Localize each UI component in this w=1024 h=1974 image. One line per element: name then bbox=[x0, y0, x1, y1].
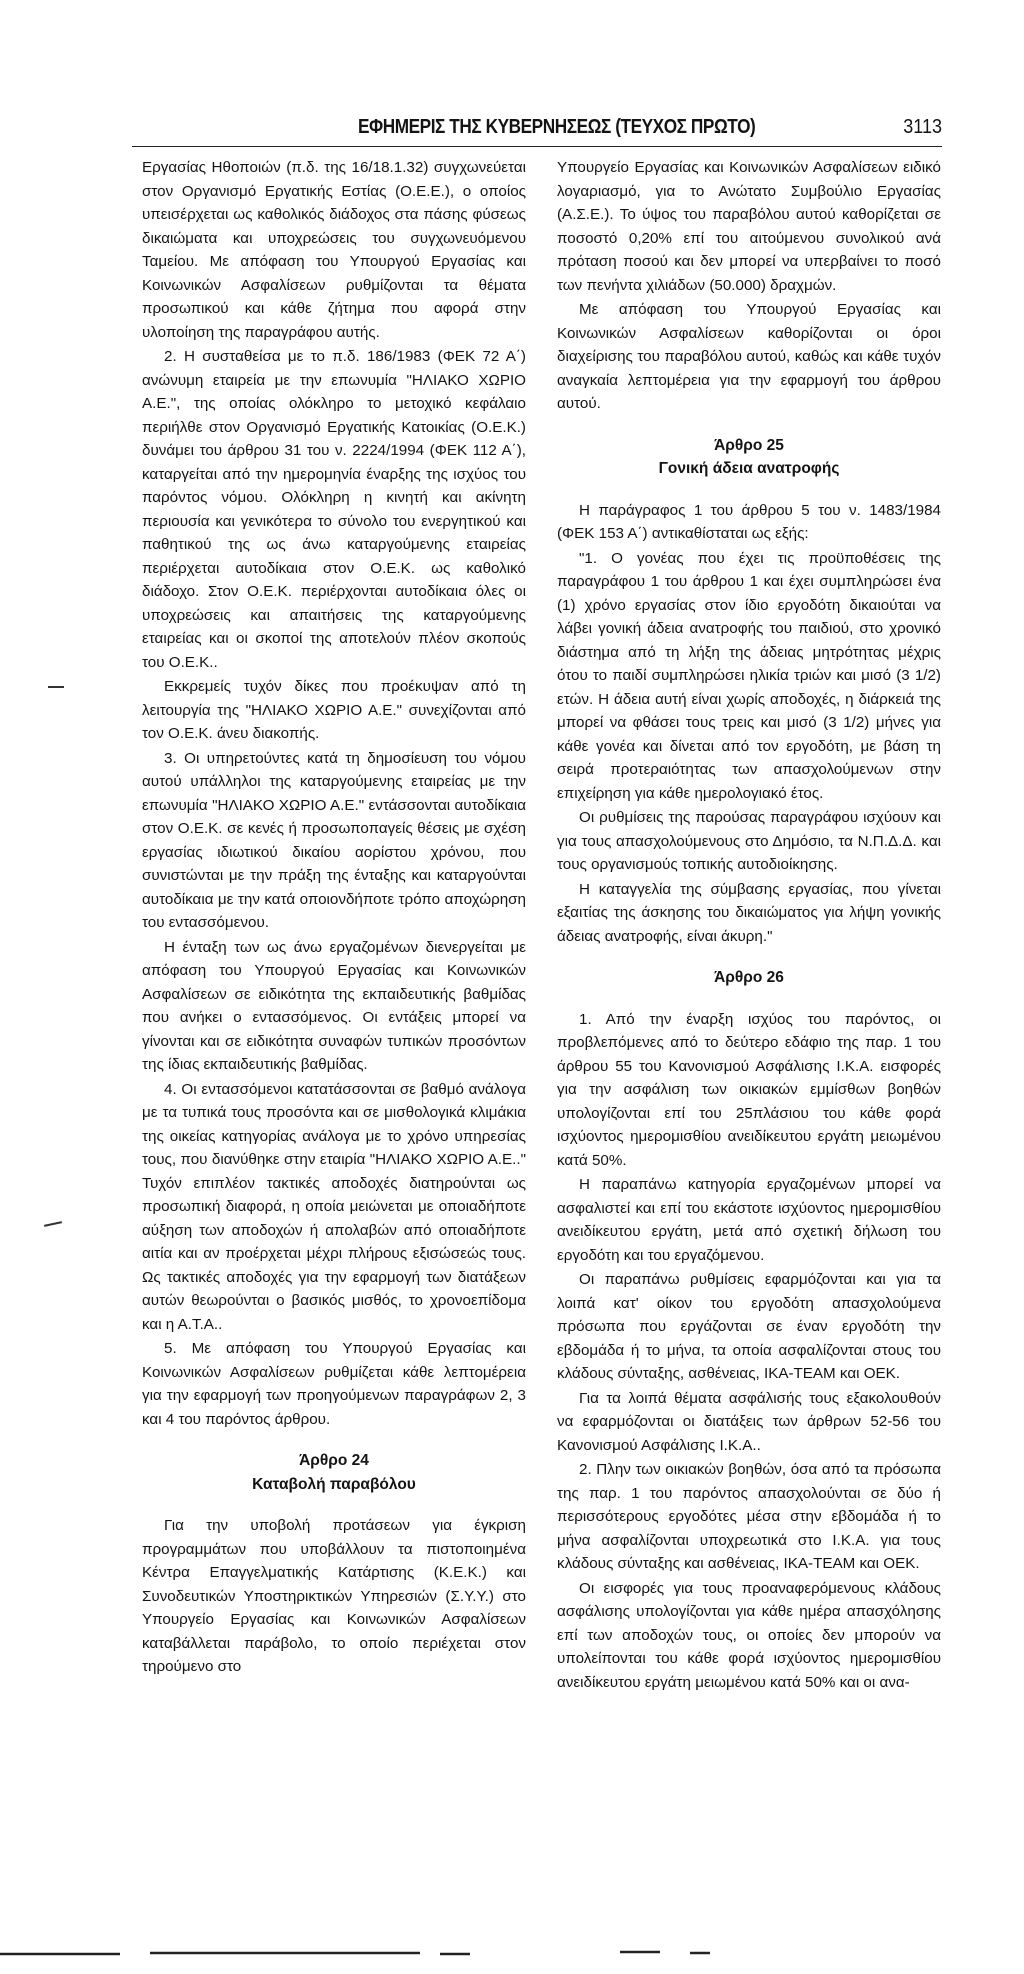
paragraph: Υπουργείο Εργασίας και Κοινωνικών Ασφαλίσεων ειδικό λογαριασμό, για το Ανώτατο Συμβούλιο Εργασίας (Α.Σ.Ε.). Το ύψος του παραβόλου αυτού καθορίζεται σε ποσοστό 0,20% επί του αιτούμενου συνολικού ανά πρόταση ποσού και δεν μπορεί να υπερβαίνει το ποσό των πενήντα χιλιάδων (50.000) δραχμών. bbox=[557, 159, 941, 294]
paragraph: Οι παραπάνω ρυθμίσεις εφαρμόζονται και για τα λοιπά κατ' οίκον του εργοδότη απασχολούμενα πρόσωπα που εργάζονται σε έναν εργοδότη την εβδομάδα ή το μήνα, τα οποία ασφαλίζονται στους του κλάδους σύνταξης, ασθένειας, ΙΚΑ-ΤΕΑΜ και ΟΕΚ. bbox=[557, 1271, 941, 1382]
article-25-heading bbox=[557, 434, 941, 481]
paragraph: "1. Ο γονέας που έχει τις προϋποθέσεις της παραγράφου 1 του άρθρου 1 και έχει συμπληρώσει ένα (1) χρόνο εργασίας στον ίδιο εργοδότη δικαιούται να λάβει γονική άδεια ανατροφής του παιδιού, στο χρονικό διάστημα από τη λήξη της άδειας μητρότητας μέχρις ότου το παιδί συμπληρώσει ηλικία τριών και μισό (3 1/2) ετών. Η άδεια αυτή είναι χωρίς αποδοχές, η διάρκειά της μπορεί να φθάσει τους τρεις και μισό (3 1/2) μήνες για κάθε γονέα και δίνεται από τον εργοδότη, με βάση τη σειρά προτεραιότητας των απασχολούμενων στην επιχείρηση για κάθε ημερολογιακό έτος. bbox=[557, 549, 941, 802]
paragraph: Εκκρεμείς τυχόν δίκες που προέκυψαν από τη λειτουργία της "ΗΛΙΑΚΟ ΧΩΡΙΟ Α.Ε." συνεχίζονται από τον Ο.Ε.Κ. άνευ διακοπής. bbox=[142, 678, 526, 742]
paragraph: Η παραπάνω κατηγορία εργαζομένων μπορεί να ασφαλιστεί και επί του εκάστοτε ισχύοντος ημερομισθίου ανειδίκευτου εργάτη, μετά από σχετική δήλωση του εργοδότη και του εργαζόμενου. bbox=[557, 1176, 941, 1264]
margin-mark bbox=[44, 1221, 62, 1227]
right-column bbox=[557, 156, 941, 1695]
paragraph: 1. Από την έναρξη ισχύος του παρόντος, οι προβλεπόμενες από το δεύτερο εδάφιο της παρ. 1 του άρθρου 55 του Κανονισμού Ασφάλισης Ι.Κ.Α. εισφορές για την ασφάλιση των οικιακών εμμίσθων βοηθών υπολογίζονται επί του 25πλάσιου του κάθε φορά ισχύοντος ημερομισθίου ανειδίκευτου εργάτη μειωμένου κατά 50%. bbox=[557, 1010, 941, 1169]
paragraph: Οι εισφορές για τους προαναφερόμενους κλάδους ασφάλισης υπολογίζονται για κάθε ημέρα απασχόλησης επί των αποδοχών τους, οι οποίες δεν μπορούν να υπολείπονται του κάθε φορά ισχύοντος ημερομισθίου ανειδίκευτου εργάτη μειωμένου κατά 50% και οι ανα- bbox=[557, 1579, 941, 1691]
article-26-heading bbox=[557, 966, 941, 990]
paragraph: Η καταγγελία της σύμβασης εργασίας, που γίνεται εξαιτίας της άσκησης του δικαιώματος για λήψη γονικής άδειας ανατροφής, είναι άκυρη." bbox=[557, 880, 941, 945]
paragraph: 3. Οι υπηρετούντες κατά τη δημοσίευση του νόμου αυτού υπάλληλοι της καταργούμενης εταιρείας με την επωνυμία "ΗΛΙΑΚΟ ΧΩΡΙΟ Α.Ε." εντάσσονται αυτοδίκαια στον Ο.Ε.Κ. σε κενές ή προσωποπαγείς θέσεις με σχέση εργασίας ιδιωτικού δικαίου αορίστου χρόνου, που συνιστώνται με την πράξη της ένταξης και καταργούνται αυτοδίκαια με την κατά οποιονδήποτε τρόπο αποχώρηση του εντασσόμενου. bbox=[142, 749, 526, 931]
page-number: 3113 bbox=[903, 116, 942, 138]
header-title: ΕΦΗΜΕΡΙΣ ΤΗΣ ΚΥΒΕΡΝΗΣΕΩΣ (ΤΕΥΧΟΣ ΠΡΩΤΟ) bbox=[358, 116, 756, 138]
paragraph: Με απόφαση του Υπουργού Εργασίας και Κοινωνικών Ασφαλίσεων καθορίζονται οι όροι διαχείρισης του παραβόλου αυτού, καθώς και κάθε τυχόν αναγκαία λεπτομέρεια για την εφαρμογή του άρθρου αυτού. bbox=[557, 301, 941, 412]
article-number: Άρθρο 24 bbox=[299, 1452, 369, 1469]
paragraph: 4. Οι εντασσόμενοι κατατάσσονται σε βαθμό ανάλογα με τα τυπικά τους προσόντα και σε μισθολογικά κλιμάκια της οικείας κατηγορίας ανάλογα με το χρόνο υπηρεσίας τους, που διανύθηκε στην εταιρία "ΗΛΙΑΚΟ ΧΩΡΙΟ Α.Ε.." Τυχόν επιπλέον τακτικές αποδοχές διατηρούνται ως προσωπική διαφορά, η οποία μειώνεται με οποιαδήποτε αύξηση των αποδοχών ή απολαβών από οποιαδήποτε αιτία και αν προέρχεται μέχρι πλήρους εξισώσεώς τους. Ως τακτικές αποδοχές για την εφαρμογή των διατάξεων αυτών θεωρούνται ο βασικός μισθός, το χρονοεπίδομα και η Α.Τ.Α.. bbox=[142, 1080, 526, 1333]
left-column bbox=[142, 156, 526, 1680]
paragraph: 2. Η συσταθείσα με το π.δ. 186/1983 (ΦΕΚ 72 Α΄) ανώνυμη εταιρεία με την επωνυμία "ΗΛΙΑΚΟ ΧΩΡΙΟ Α.Ε.", της οποίας ολόκληρο το μετοχικό κεφάλαιο περιήλθε στον Οργανισμό Εργατικής Κατοικίας (Ο.Ε.Κ.) δυνάμει του άρθρου 31 του ν. 2224/1994 (ΦΕΚ 112 Α΄), καταργείται από την ημερομηνία έναρξης της ισχύος του παρόντος νόμου. Ολόκληρη η κινητή και ακίνητη περιουσία και γενικότερα το σύνολο του ενεργητικού και παθητικού της ως άνω καταργούμενης εταιρείας περιέρχεται αυτοδίκαια στον Ο.Ε.Κ. ως καθολικό διάδοχο. Στον Ο.Ε.Κ. περιέρχονται αυτοδίκαια όλες οι υποχρεώσεις και απαιτήσεις της καταργούμενης εταιρείας και οι σκοποί της αποτελούν πλέον σκοπούς του Ο.Ε.Κ.. bbox=[142, 348, 526, 671]
paragraph: Για την υποβολή προτάσεων για έγκριση προγραμμάτων που υποβάλλουν τα πιστοποιημένα Κέντρα Επαγγελματικής Κατάρτισης (Κ.Ε.Κ.) και Συνοδευτικών Υποστηρικτικών Υπηρεσιών (Σ.Υ.Υ.) στο Υπουργείο Εργασίας και Κοινωνικών Ασφαλίσεων καταβάλλεται παράβολο, το οποίο περιέχεται στον τηρούμενο στο bbox=[142, 1517, 526, 1675]
paragraph: 5. Με απόφαση του Υπουργού Εργασίας και Κοινωνικών Ασφαλίσεων ρυθμίζεται κάθε λεπτομέρεια για την εφαρμογή των προηγούμενων παραγράφων 2, 3 και 4 του παρόντος άρθρου. bbox=[142, 1340, 526, 1428]
paragraph: 2. Πλην των οικιακών βοηθών, όσα από τα πρόσωπα της παρ. 1 του παρόντος απασχολούνται σε δύο ή περισσότερους εργοδότες μέσα στην εβδομάδα ή το μήνα ασφαλίζονται υποχρεωτικά στο Ι.Κ.Α. για τους κλάδους σύνταξης και ασθένειας, ΙΚΑ-ΤΕΑΜ και ΟΕΚ. bbox=[557, 1461, 941, 1572]
paragraph: Για τα λοιπά θέματα ασφάλισής τους εξακολουθούν να εφαρμόζονται οι διατάξεις των άρθρων 52-56 του Κανονισμού Ασφάλισης Ι.Κ.Α.. bbox=[557, 1389, 941, 1454]
paragraph: Η ένταξη των ως άνω εργαζομένων διενεργείται με απόφαση του Υπουργού Εργασίας και Κοινωνικών Ασφαλίσεων σε ειδικότητα της εκπαιδευτικής βαθμίδας που ανήκει ο εντασσόμενος. Οι εντάξεις μπορεί να γίνονται και σε ειδικότητα συναφών τυπικών προσόντων της ίδιας εκπαιδευτικής βαθμίδας. bbox=[142, 938, 526, 1073]
article-24-heading bbox=[142, 1449, 526, 1496]
article-number: Άρθρο 26 bbox=[714, 969, 784, 986]
article-title: Καταβολή παραβόλου bbox=[252, 1475, 416, 1493]
margin-mark bbox=[48, 686, 64, 688]
page-header bbox=[132, 114, 942, 147]
paragraph: Οι ρυθμίσεις της παρούσας παραγράφου ισχύουν και για τους απασχολούμενους στο Δημόσιο, τα Ν.Π.Δ.Δ. και τους οργανισμούς τοπικής αυτοδιοίκησης. bbox=[557, 809, 941, 873]
paragraph: Η παράγραφος 1 του άρθρου 5 του ν. 1483/1984 (ΦΕΚ 153 Α΄) αντικαθίσταται ως εξής: bbox=[557, 501, 941, 542]
paragraph: Εργασίας Ηθοποιών (π.δ. της 16/18.1.32) συγχωνεύεται στον Οργανισμό Εργατικής Εστίας (Ο.Ε.Ε.), ο οποίος υπεισέρχεται ως καθολικός διάδοχος στα πάσης φύσεως δικαιώματα και υποχρεώσεις του συγχωνευόμενου Ταμείου. Με απόφαση του Υπουργού Εργασίας και Κοινωνικών Ασφαλίσεων ρυθμίζονται τα θέματα προσωπικού και κάθε ζήτημα που αφορά στην υλοποίηση της παραγράφου αυτής. bbox=[142, 159, 526, 341]
article-title: Γονική άδεια ανατροφής bbox=[658, 460, 840, 477]
scan-footer-line bbox=[0, 1948, 1024, 1958]
article-number: Άρθρο 25 bbox=[714, 436, 784, 454]
